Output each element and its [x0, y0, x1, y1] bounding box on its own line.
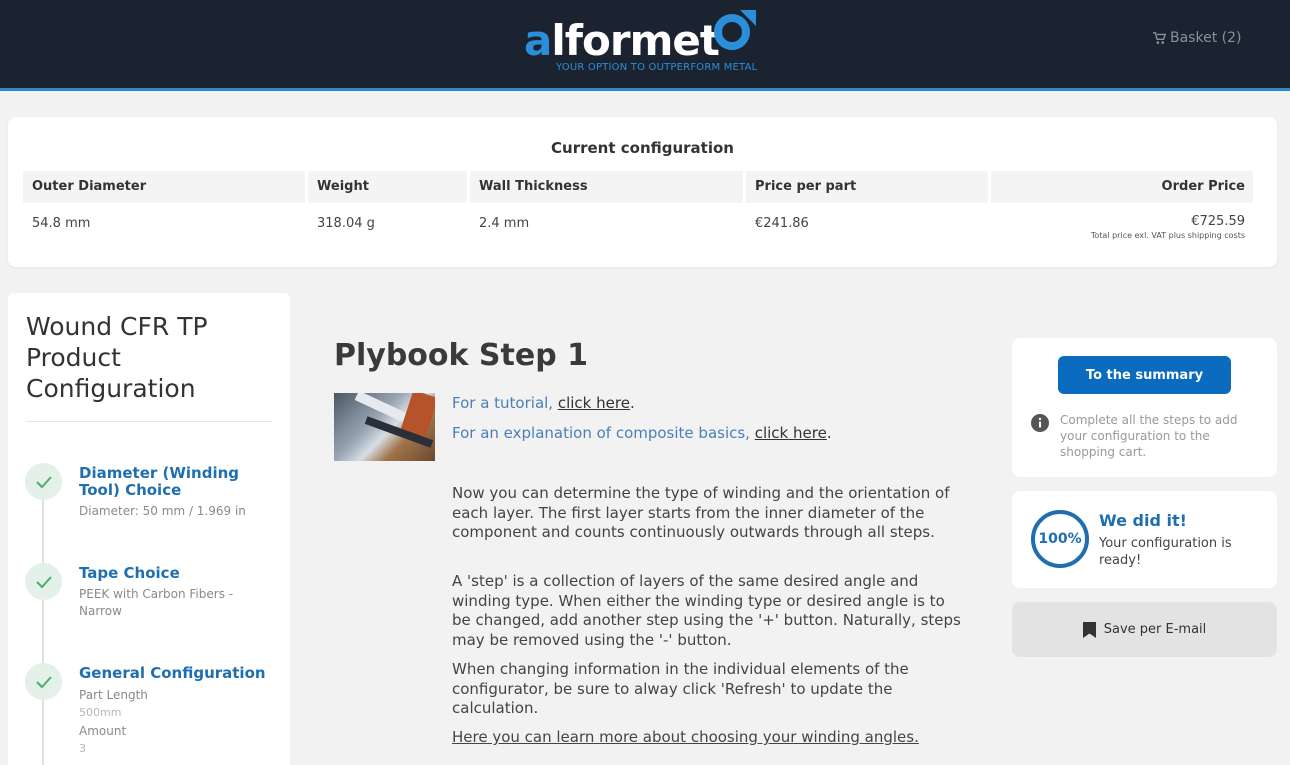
weight-value: 318.04 g: [317, 216, 375, 231]
basket-label: Basket (2): [1170, 30, 1242, 46]
config-title: Current configuration: [551, 139, 734, 157]
logo-mark-icon: [710, 6, 760, 52]
tutorial-link[interactable]: click here: [557, 394, 630, 412]
order-price-cell: [991, 209, 1253, 245]
winding-angles-link[interactable]: Here you can learn more about choosing your winding angles.: [452, 728, 919, 746]
completion-title: We did it!: [1099, 511, 1187, 530]
step-complete-badge: [25, 663, 62, 700]
col-order-price: Order Price: [991, 171, 1253, 203]
step-title: General Configuration: [79, 664, 266, 682]
summary-info-text: Complete all the steps to add your configuration to the shopping cart.: [1060, 413, 1238, 459]
tutorial-line: For a tutorial, click here.: [452, 394, 635, 412]
check-icon: [34, 572, 54, 592]
step-detail-value: 500mm: [79, 706, 122, 719]
composite-basics-line: For an explanation of composite basics, click here.: [452, 424, 832, 442]
composite-basics-link[interactable]: click here: [754, 424, 827, 442]
price-per-part-value: €241.86: [755, 216, 809, 231]
logo-wordmark: alformet: [524, 16, 719, 65]
info-icon: [1031, 414, 1049, 432]
col-price-per-part: Price per part: [746, 171, 988, 203]
to-summary-button[interactable]: To the summary: [1058, 356, 1231, 394]
config-table-header: [23, 171, 1261, 203]
wall-thickness-value: 2.4 mm: [479, 216, 530, 231]
steps-connector-line: [42, 481, 44, 765]
step-complete-badge: [25, 563, 62, 600]
save-per-email-button[interactable]: [1012, 602, 1277, 657]
sidebar-divider: [26, 421, 272, 422]
completion-text: Your configuration is ready!: [1099, 536, 1232, 568]
alformet-logo[interactable]: [520, 6, 765, 78]
steps-paragraph: A 'step' is a collection of layers of the same desired angle and winding type. When either the winding type or desired angle is to be changed, add another step using the '+' button. Naturally, steps may be removed using the '-' button.: [452, 572, 961, 649]
order-price-note: Total price exl. VAT plus shipping costs: [1090, 231, 1245, 240]
step-complete-badge: [25, 463, 62, 500]
basket-link[interactable]: [1153, 30, 1241, 46]
configuration-steps-sidebar: [8, 293, 290, 765]
site-header: [0, 0, 1290, 91]
config-table-row: [23, 209, 1261, 245]
order-price-value: €725.59: [1191, 214, 1245, 229]
outer-diameter-value: 54.8 mm: [32, 216, 91, 231]
col-outer-diameter: Outer Diameter: [23, 171, 305, 203]
step-detail-label: Amount: [79, 724, 127, 738]
tutorial-thumbnail[interactable]: [334, 393, 435, 461]
col-weight: Weight: [308, 171, 467, 203]
step-title: Tape Choice: [79, 564, 180, 582]
sidebar-title: Wound CFR TP Product Configuration: [26, 312, 208, 403]
refresh-paragraph: When changing information in the individual elements of the configurator, be sure to alway click 'Refresh' to update the calculation.: [452, 660, 909, 717]
check-icon: [34, 472, 54, 492]
step-detail: PEEK with Carbon Fibers - Narrow: [79, 587, 234, 618]
current-configuration-card: [8, 117, 1277, 267]
cart-icon: [1153, 32, 1166, 45]
save-button-label: Save per E-mail: [1103, 622, 1207, 637]
bookmark-icon: [1083, 622, 1096, 638]
step-detail: Diameter: 50 mm / 1.969 in: [79, 504, 246, 518]
logo-tagline: YOUR OPTION TO OUTPERFORM METAL: [556, 62, 758, 73]
intro-paragraph: Now you can determine the type of winding and the orientation of each layer. The first layer starts from the inner diameter of the component and counts continuously outwards through all steps.: [452, 484, 950, 541]
page-title: Plybook Step 1: [334, 338, 589, 373]
step-detail-label: Part Length: [79, 688, 148, 702]
progress-label: 100%: [1038, 531, 1082, 547]
check-icon: [34, 672, 54, 692]
progress-card: [1012, 491, 1277, 588]
step-detail-value: 3: [79, 742, 86, 755]
summary-card: [1012, 338, 1277, 477]
col-wall-thickness: Wall Thickness: [470, 171, 743, 203]
step-title: Diameter (Winding Tool) Choice: [79, 464, 239, 499]
